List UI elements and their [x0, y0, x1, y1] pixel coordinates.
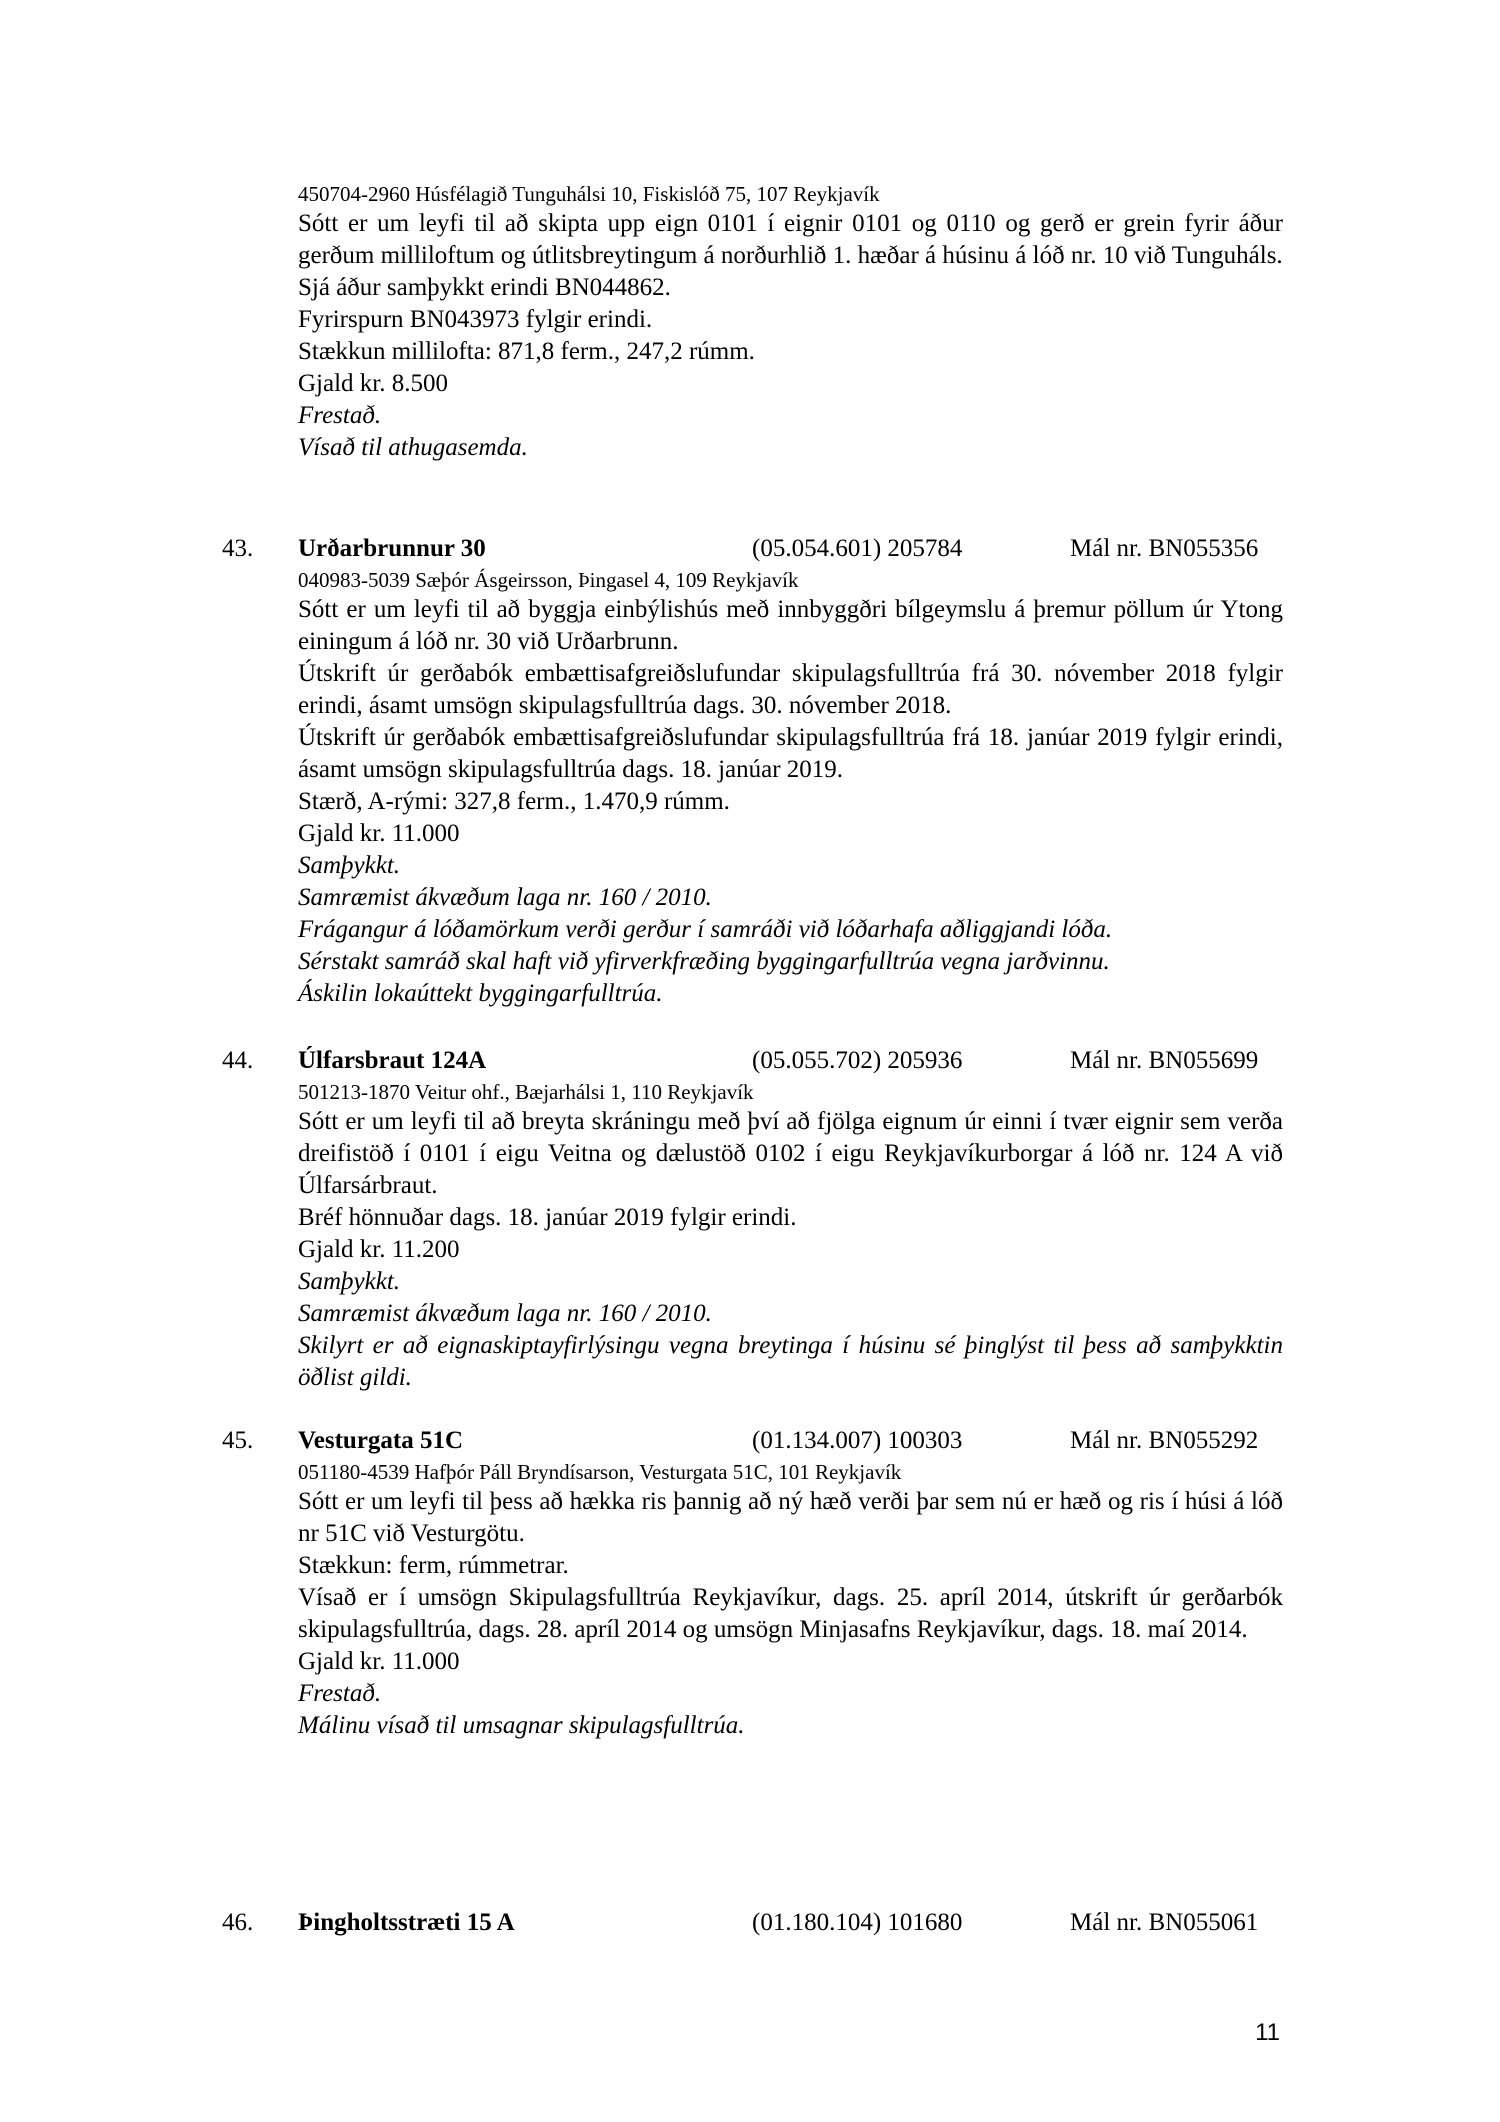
- detail-line: Fyrirspurn BN043973 fylgir erindi.: [298, 306, 653, 333]
- fee-line: Gjald kr. 8.500: [298, 370, 448, 397]
- applicant-line: 051180-4539 Hafþór Páll Bryndísarson, Vesturgata 51C, 101 Reykjavík: [298, 1460, 902, 1484]
- application-description: Sótt er um leyfi til að breyta skráningu með því að fjölga eignum úr einni í tvær eignir sem verða dreifistöð í 0101 í eigu Veitna og dælustöð 0102 í eigu Reykjavíkurborgar á lóð nr. 124 A við Úlfarsárbraut.: [298, 1108, 1283, 1199]
- attachment-note: Vísað er í umsögn Skipulagsfulltrúa Reykjavíkur, dags. 25. apríl 2014, útskrift úr gerðarbók skipulagsfulltrúa, dags. 28. apríl 2014 og umsögn Minjasafns Reykjavíkur, dags. 18. maí 2014.: [298, 1584, 1283, 1643]
- item-45-header: [0, 1424, 1500, 1458]
- applicant-line: 450704-2960 Húsfélagið Tunguhálsi 10, Fiskislóð 75, 107 Reykjavík: [298, 182, 880, 206]
- decision-line: Vísað til athugasemda.: [298, 434, 528, 461]
- item-number: 45.: [222, 1427, 254, 1454]
- decision-line: Frestað.: [298, 402, 382, 429]
- item-land-reference: (05.055.702) 205936: [752, 1047, 963, 1074]
- applicant-line: 501213-1870 Veitur ohf., Bæjarhálsi 1, 110 Reykjavík: [298, 1080, 754, 1104]
- fee-line: Gjald kr. 11.000: [298, 820, 460, 847]
- decision-line: Samþykkt.: [298, 852, 401, 879]
- decision-line: Samræmist ákvæðum laga nr. 160 / 2010.: [298, 1300, 712, 1327]
- application-description: Sótt er um leyfi til að skipta upp eign 0101 í eignir 0101 og 0110 og gerð er grein fyrir áður gerðum milliloftum og útlitsbreytingum á norðurhlið 1. hæðar á húsinu á lóð nr. 10 við Tunguháls.: [298, 210, 1283, 269]
- item-43-body: [298, 566, 1283, 1010]
- item-number: 44.: [222, 1047, 254, 1074]
- fee-line: Gjald kr. 11.200: [298, 1236, 460, 1263]
- item-case-number: Mál nr. BN055292: [1070, 1427, 1259, 1454]
- decision-line: Sérstakt samráð skal haft við yfirverkfræðing byggingarfulltrúa vegna jarðvinnu.: [298, 948, 1110, 975]
- item-land-reference: (01.180.104) 101680: [752, 1909, 963, 1936]
- applicant-line: 040983-5039 Sæþór Ásgeirsson, Þingasel 4, 109 Reykjavík: [298, 568, 799, 592]
- decision-condition: Skilyrt er að eignaskiptayfirlýsingu vegna breytinga í húsinu sé þinglýst til þess að samþykktin öðlist gildi.: [298, 1332, 1283, 1391]
- application-description: Sótt er um leyfi til þess að hækka ris þannig að ný hæð verði þar sem nú er hæð og ris í húsi á lóð nr 51C við Vesturgötu.: [298, 1488, 1283, 1547]
- item-42-continuation: [298, 180, 1283, 464]
- size-line: Stærð, A-rými: 327,8 ferm., 1.470,9 rúmm.: [298, 788, 730, 815]
- application-description: Sótt er um leyfi til að byggja einbýlishús með innbyggðri bílgeymslu á þremur pöllum úr Ytong einingum á lóð nr. 30 við Urðarbrunn.: [298, 596, 1283, 655]
- decision-line: Frágangur á lóðamörkum verði gerður í samráði við lóðarhafa aðliggjandi lóða.: [298, 916, 1113, 943]
- item-46-header: [0, 1906, 1500, 1940]
- item-land-reference: (01.134.007) 100303: [752, 1427, 963, 1454]
- attachment-note: Bréf hönnuðar dags. 18. janúar 2019 fylgir erindi.: [298, 1204, 797, 1231]
- item-43-header: [0, 532, 1500, 566]
- item-number: 46.: [222, 1909, 254, 1936]
- item-case-number: Mál nr. BN055061: [1070, 1909, 1259, 1936]
- item-address: Vesturgata 51C: [298, 1427, 464, 1454]
- item-45-body: [298, 1458, 1283, 1742]
- detail-line: Stækkun millilofta: 871,8 ferm., 247,2 rúmm.: [298, 338, 755, 365]
- fee-line: Gjald kr. 11.000: [298, 1648, 460, 1675]
- item-address: Urðarbrunnur 30: [298, 535, 486, 562]
- item-address: Úlfarsbraut 124A: [298, 1047, 487, 1074]
- item-number: 43.: [222, 535, 254, 562]
- detail-line: Sjá áður samþykkt erindi BN044862.: [298, 274, 671, 301]
- size-line: Stækkun: ferm, rúmmetrar.: [298, 1552, 569, 1579]
- item-44-header: [0, 1044, 1500, 1078]
- page-number: 11: [1255, 2019, 1280, 2046]
- decision-line: Málinu vísað til umsagnar skipulagsfulltrúa.: [298, 1712, 745, 1739]
- attachment-note: Útskrift úr gerðabók embættisafgreiðslufundar skipulagsfulltrúa frá 18. janúar 2019 fylgir erindi, ásamt umsögn skipulagsfulltrúa dags. 18. janúar 2019.: [298, 724, 1283, 783]
- decision-line: Frestað.: [298, 1680, 382, 1707]
- item-44-body: [298, 1078, 1283, 1394]
- item-case-number: Mál nr. BN055356: [1070, 535, 1259, 562]
- item-address: Þingholtsstræti 15 A: [298, 1909, 515, 1936]
- item-case-number: Mál nr. BN055699: [1070, 1047, 1259, 1074]
- decision-line: Samþykkt.: [298, 1268, 401, 1295]
- item-land-reference: (05.054.601) 205784: [752, 535, 963, 562]
- attachment-note: Útskrift úr gerðabók embættisafgreiðslufundar skipulagsfulltrúa frá 30. nóvember 2018 fylgir erindi, ásamt umsögn skipulagsfulltrúa dags. 30. nóvember 2018.: [298, 660, 1283, 719]
- decision-line: Áskilin lokaúttekt byggingarfulltrúa.: [298, 980, 663, 1007]
- decision-line: Samræmist ákvæðum laga nr. 160 / 2010.: [298, 884, 712, 911]
